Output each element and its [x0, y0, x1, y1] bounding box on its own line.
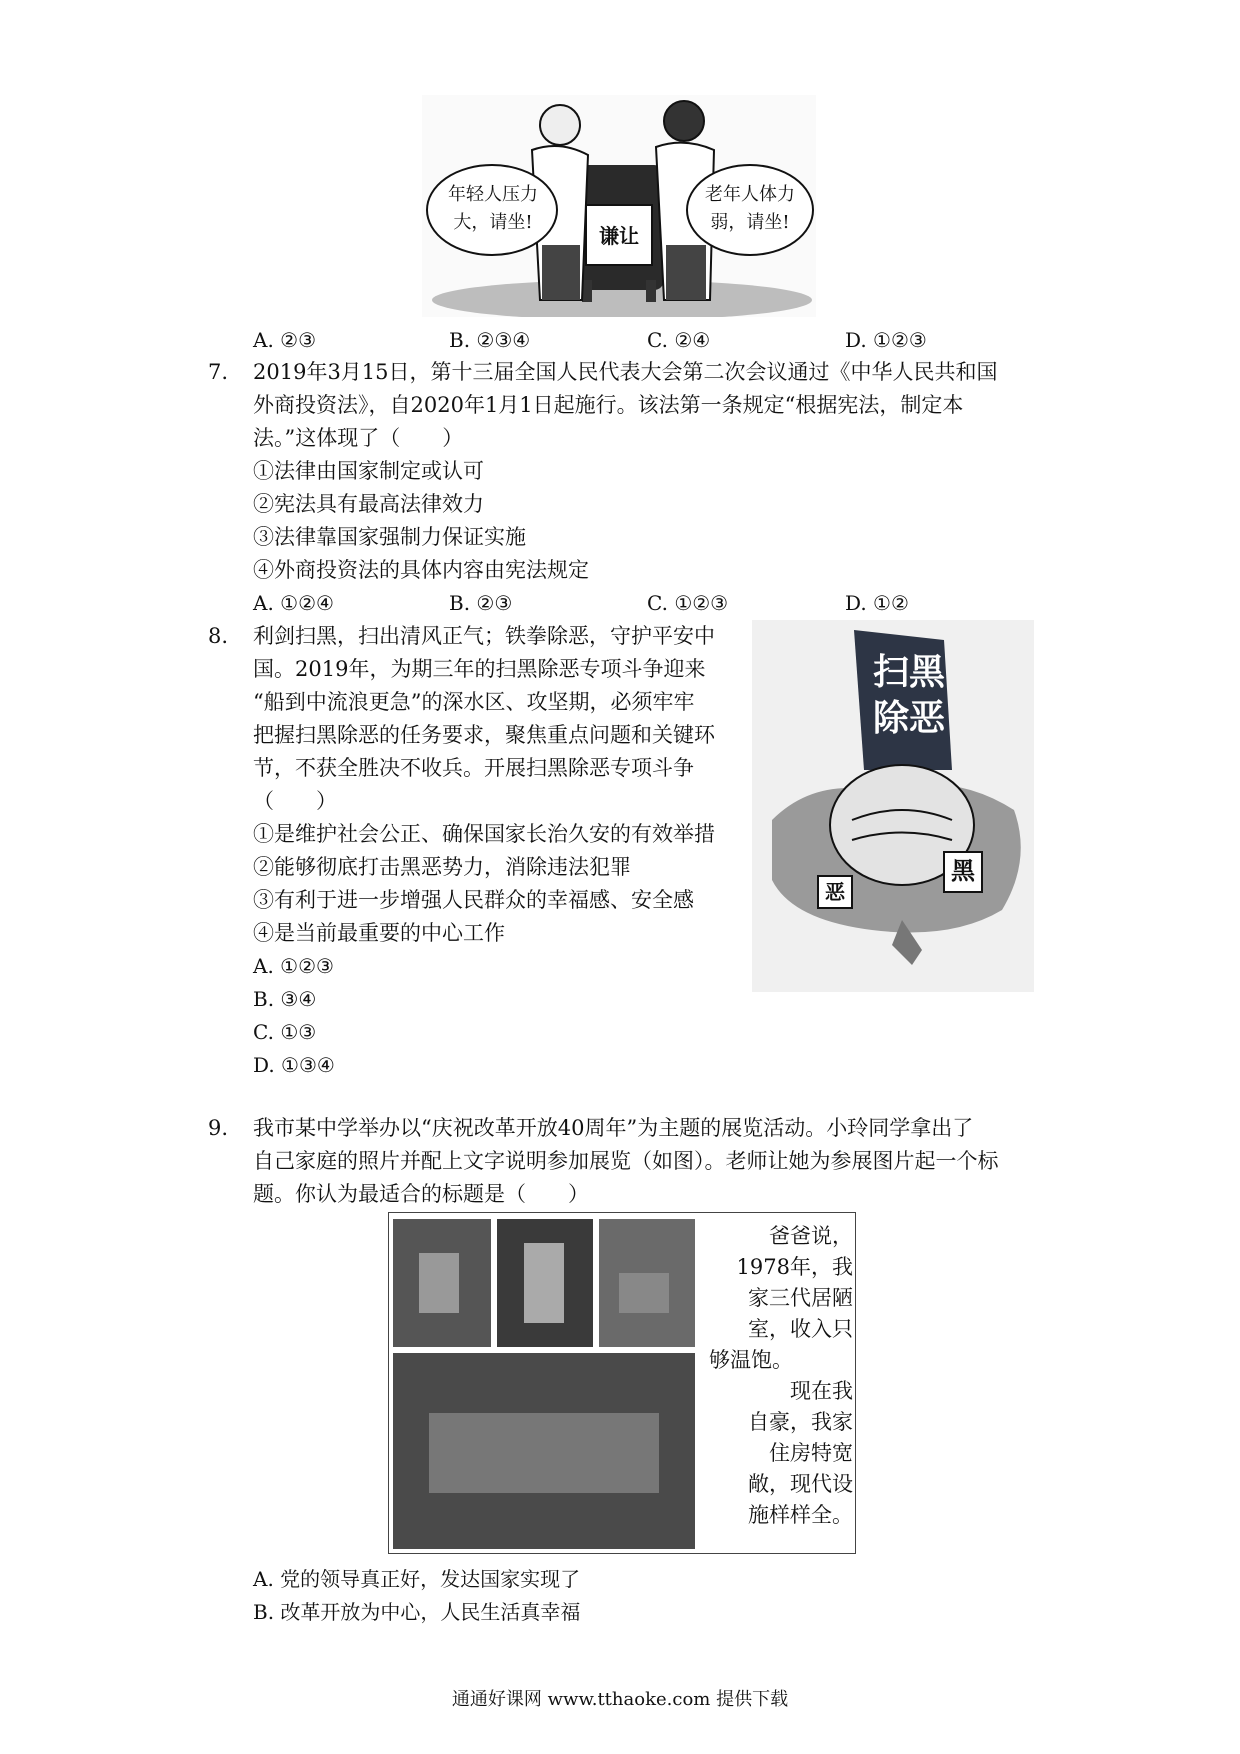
q7-option-b — [449, 587, 512, 619]
option-text: ①③ — [280, 1020, 317, 1044]
q9-photo-collage — [388, 1212, 856, 1554]
q6-option-d — [845, 324, 927, 356]
tag-hei: 黑 — [951, 857, 975, 885]
bubble-left-text — [432, 181, 554, 237]
q9-line-3: 题。你认为最适合的标题是（ ） — [253, 1182, 589, 1206]
q8-line-6: （ ） — [253, 789, 337, 813]
option-text: ①②③ — [873, 328, 927, 352]
q8-number: 8. — [208, 624, 229, 648]
option-text: ②③ — [280, 328, 317, 352]
caption-line-5: 够温饱。 — [709, 1348, 793, 1372]
option-key: B. — [253, 1600, 275, 1624]
q8-option-a — [253, 950, 334, 982]
option-key: B. — [449, 591, 471, 615]
option-key: A. — [253, 328, 274, 352]
option-key: B. — [449, 328, 471, 352]
caption-line-9: 敞，现代设 — [748, 1472, 853, 1496]
sleeve-text-line1: 扫黑 — [872, 652, 945, 693]
q8-line-1: 利剑扫黑，扫出清风正气；铁拳除恶，守护平安中 — [253, 624, 715, 648]
q8-line-3: “船到中流浪更急”的深水区、攻坚期，必须牢牢 — [253, 690, 695, 714]
q8-option-b — [253, 983, 316, 1015]
q9-line-2: 自己家庭的照片并配上文字说明参加展览（如图）。老师让她为参展图片起一个标 — [253, 1149, 999, 1173]
q8-option-c — [253, 1016, 316, 1048]
q8-fist-image — [752, 620, 1034, 992]
q9-number: 9. — [208, 1116, 229, 1140]
option-text: ①②④ — [280, 591, 334, 615]
bubble-right-line2: 弱，请坐! — [710, 212, 790, 233]
caption-line-4: 室，收入只 — [748, 1317, 853, 1341]
q7-option-a — [253, 587, 334, 619]
option-key: A. — [253, 954, 274, 978]
q7-line-3: 法。”这体现了（ ） — [253, 426, 464, 450]
q7-statement-1: ①法律由国家制定或认可 — [253, 459, 484, 483]
q6-cartoon-image — [422, 95, 816, 317]
q7-line-1: 2019年3月15日，第十三届全国人民代表大会第二次会议通过《中华人民共和国 — [253, 360, 998, 384]
caption-line-6: 现在我 — [790, 1379, 853, 1403]
bubble-left-line2: 大，请坐! — [453, 212, 533, 233]
q7-statement-3: ③法律靠国家强制力保证实施 — [253, 525, 526, 549]
chair-sign: 谦让 — [599, 224, 639, 248]
option-text: ①②③ — [280, 954, 334, 978]
bubble-left-line1: 年轻人压力 — [448, 184, 538, 205]
option-text: ②③ — [476, 591, 513, 615]
q7-option-d — [845, 587, 909, 619]
option-key: A. — [253, 1567, 274, 1591]
q7-option-c — [647, 587, 728, 619]
option-key: D. — [253, 1053, 275, 1077]
caption-line-3: 家三代居陋 — [748, 1286, 853, 1310]
q7-number: 7. — [208, 360, 229, 384]
sleeve-text — [864, 650, 954, 742]
option-text: ②④ — [674, 328, 711, 352]
option-key: C. — [253, 1020, 274, 1044]
caption-line-8: 住房特宽 — [769, 1441, 853, 1465]
option-text: ③④ — [280, 987, 317, 1011]
option-text: 党的领导真正好，发达国家实现了 — [280, 1567, 581, 1591]
q9-option-a — [253, 1563, 580, 1595]
q6-option-c — [647, 324, 710, 356]
option-text: 改革开放为中心，人民生活真幸福 — [280, 1600, 581, 1624]
collage-caption — [697, 1221, 853, 1531]
q6-option-b — [449, 324, 530, 356]
option-text: ②③④ — [476, 328, 531, 352]
q8-statement-2: ②能够彻底打击黑恶势力，消除违法犯罪 — [253, 855, 631, 879]
q8-line-5: 节，不获全胜决不收兵。开展扫黑除恶专项斗争 — [253, 756, 694, 780]
option-text: ①③④ — [281, 1053, 335, 1077]
q8-statement-1: ①是维护社会公正、确保国家长治久安的有效举措 — [253, 822, 715, 846]
q8-line-4: 把握扫黑除恶的任务要求，聚焦重点问题和关键环 — [253, 723, 715, 747]
option-key: A. — [253, 591, 274, 615]
sleeve-text-line2: 除恶 — [872, 698, 945, 739]
bubble-right-text — [688, 181, 812, 237]
q9-option-b — [253, 1596, 580, 1628]
q8-option-d — [253, 1049, 335, 1081]
caption-line-10: 施样样全。 — [748, 1503, 853, 1527]
option-key: C. — [647, 591, 668, 615]
option-text: ①② — [873, 591, 909, 615]
caption-line-1: 爸爸说， — [769, 1224, 853, 1248]
option-key: B. — [253, 987, 275, 1011]
caption-line-7: 自豪，我家 — [748, 1410, 853, 1434]
q8-statement-4: ④是当前最重要的中心工作 — [253, 921, 505, 945]
page-footer: 通通好课网 www.tthaoke.com 提供下载 — [451, 1689, 789, 1710]
q8-line-2: 国。2019年，为期三年的扫黑除恶专项斗争迎来 — [253, 657, 706, 681]
q8-statement-3: ③有利于进一步增强人民群众的幸福感、安全感 — [253, 888, 694, 912]
tag-e: 恶 — [825, 880, 845, 904]
q7-statement-2: ②宪法具有最高法律效力 — [253, 492, 484, 516]
q6-option-a — [253, 324, 316, 356]
option-text: ①②③ — [674, 591, 729, 615]
option-key: D. — [845, 328, 867, 352]
q9-line-1: 我市某中学举办以“庆祝改革开放40周年”为主题的展览活动。小玲同学拿出了 — [253, 1116, 974, 1140]
q7-statement-4: ④外商投资法的具体内容由宪法规定 — [253, 558, 589, 582]
bubble-right-line1: 老年人体力 — [705, 184, 795, 205]
option-key: D. — [845, 591, 867, 615]
q7-line-2: 外商投资法》，自2020年1月1日起施行。该法第一条规定“根据宪法，制定本 — [253, 393, 964, 417]
caption-line-2: 1978年，我 — [736, 1255, 853, 1279]
option-key: C. — [647, 328, 668, 352]
